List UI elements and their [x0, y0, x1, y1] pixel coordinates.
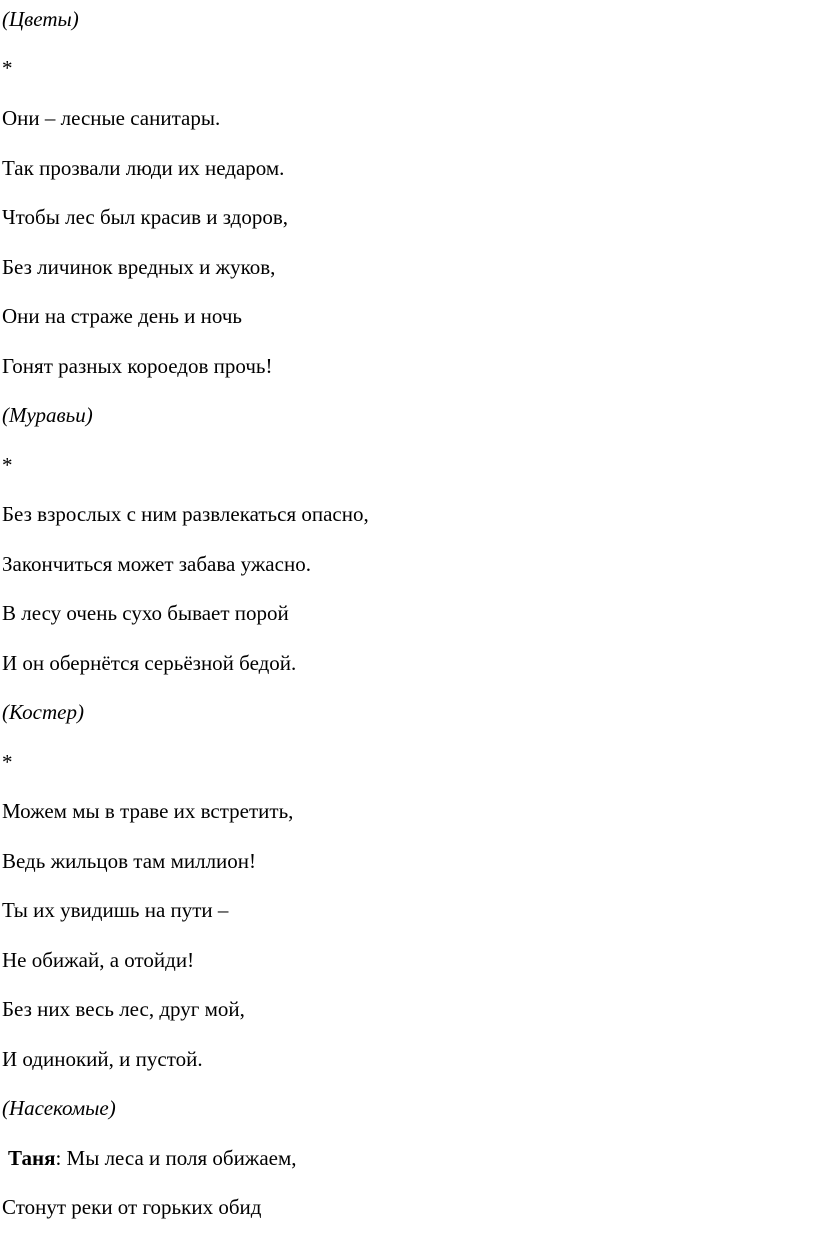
separator-star: * — [2, 56, 13, 80]
poem-line: Без них весь лес, друг мой, — [2, 997, 245, 1021]
poem-line: И одинокий, и пустой. — [2, 1047, 203, 1071]
section-label: (Муравьи) — [2, 403, 93, 427]
poem-line: Ведь жильцов там миллион! — [2, 849, 257, 873]
poem-line: Не обижай, а отойди! — [2, 948, 195, 972]
poem-line: Стонут реки от горьких обид — [2, 1195, 262, 1219]
poem-line: Ты их увидишь на пути – — [2, 898, 229, 922]
section-label: (Насекомые) — [2, 1096, 116, 1120]
section-label: (Цветы) — [2, 7, 79, 31]
section-label: (Костер) — [2, 700, 84, 724]
speaker-name: Таня — [8, 1146, 56, 1170]
poem-line: И он обернётся серьёзной бедой. — [2, 651, 297, 675]
separator-star: * — [2, 453, 13, 477]
poem-line: Закончиться может забава ужасно. — [2, 552, 311, 576]
poem-line: В лесу очень сухо бывает порой — [2, 601, 289, 625]
poem-line: Они – лесные санитары. — [2, 106, 221, 130]
poem-line: Они на страже день и ночь — [2, 304, 242, 328]
speaker-line — [8, 1145, 297, 1171]
separator-star: * — [2, 750, 13, 774]
poem-line: Чтобы лес был красив и здоров, — [2, 205, 289, 229]
speaker-text: Мы леса и поля обижаем, — [61, 1146, 297, 1170]
poem-line: Так прозвали люди их недаром. — [2, 156, 285, 180]
speaker-separator: : — [55, 1146, 62, 1170]
poem-line: Без личинок вредных и жуков, — [2, 255, 276, 279]
poem-line: Гонят разных короедов прочь! — [2, 354, 273, 378]
poem-line: Можем мы в траве их встретить, — [2, 799, 294, 823]
poem-line: Без взрослых с ним развлекаться опасно, — [2, 502, 369, 526]
